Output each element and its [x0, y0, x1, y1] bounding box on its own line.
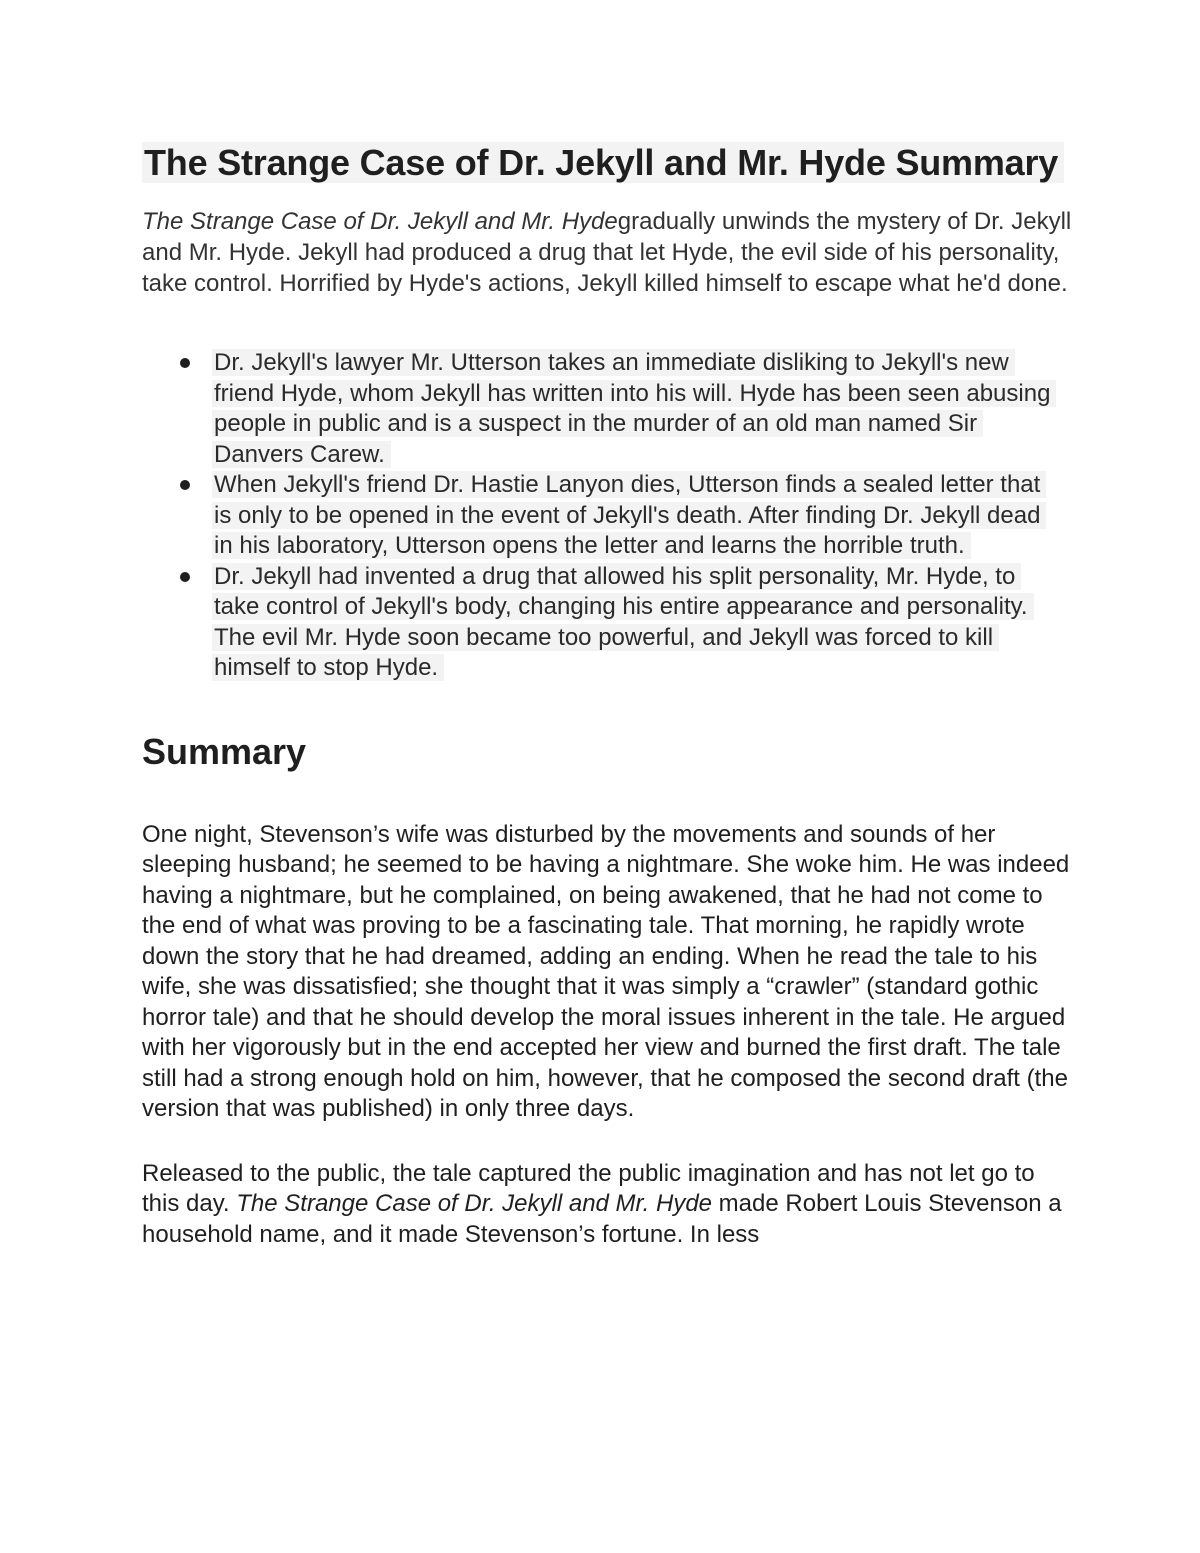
intro-book-title: The Strange Case of Dr. Jekyll and Mr. Hyde	[142, 208, 618, 235]
bullet-icon	[180, 572, 190, 582]
paragraph-2-start: Released to the public, the tale captured the public imagination and has not let go to this day.	[142, 1159, 1035, 1217]
page-title	[142, 139, 1072, 186]
bullet-icon	[180, 358, 190, 368]
paragraph-2-end: made Robert Louis Stevenson a household name, and it made Stevenson’s fortune. In less	[142, 1190, 1062, 1248]
list-item	[212, 562, 1057, 684]
list-item-text: Dr. Jekyll had invented a drug that allowed his split personality, Mr. Hyde, to take control of Jekyll's body, changing his entire appearance and personality. The evil Mr. Hyde soon became too powerful, and Jekyll was forced to kill himself to stop Hyde.	[212, 563, 1034, 682]
intro-text: gradually unwinds the mystery of Dr. Jekyll and Mr. Hyde. Jekyll had produced a drug that let Hyde, the evil side of his personality, take control. Horrified by Hyde's actions, Jekyll killed himself to escape what he'd done.	[142, 208, 1072, 297]
summary-paragraph-1: One night, Stevenson’s wife was disturbed by the movements and sounds of her sleeping husband; he seemed to be having a nightmare. She woke him. He was indeed having a nightmare, but he complained, on being awakened, that he had not come to the end of what was proving to be a fascinating tale. That morning, he rapidly wrote down the story that he had dreamed, adding an ending. When he read the tale to his wife, she was dissatisfied; she thought that it was simply a “crawler” (standard gothic horror tale) and that he should develop the moral issues inherent in the tale. He argued with her vigorously but in the end accepted her view and burned the first draft. The tale still had a strong enough hold on him, however, that he composed the second draft (the version that was published) in only three days.	[142, 820, 1070, 1122]
summary-paragraph-2	[142, 1159, 1072, 1251]
list-item-text: When Jekyll's friend Dr. Hastie Lanyon dies, Utterson finds a sealed letter that is only to be opened in the event of Jekyll's death. After finding Dr. Jekyll dead in his laboratory, Utterson opens the letter and learns the horrible truth.	[212, 471, 1046, 559]
page-title-text: The Strange Case of Dr. Jekyll and Mr. Hyde Summary	[142, 142, 1064, 183]
key-points-list	[142, 348, 1057, 684]
list-item	[212, 470, 1057, 562]
document-content	[142, 139, 1072, 1250]
intro-paragraph	[142, 206, 1072, 299]
bullet-icon	[180, 480, 190, 490]
list-item	[212, 348, 1057, 470]
list-item-text: Dr. Jekyll's lawyer Mr. Utterson takes an immediate disliking to Jekyll's new friend Hyde, whom Jekyll has written into his will. Hyde has been seen abusing people in public and is a suspect in the murder of an old man named Sir Danvers Carew.	[212, 349, 1056, 468]
summary-heading: Summary	[142, 730, 307, 772]
paragraph-2-book-title: The Strange Case of Dr. Jekyll and Mr. Hyde	[236, 1190, 713, 1217]
